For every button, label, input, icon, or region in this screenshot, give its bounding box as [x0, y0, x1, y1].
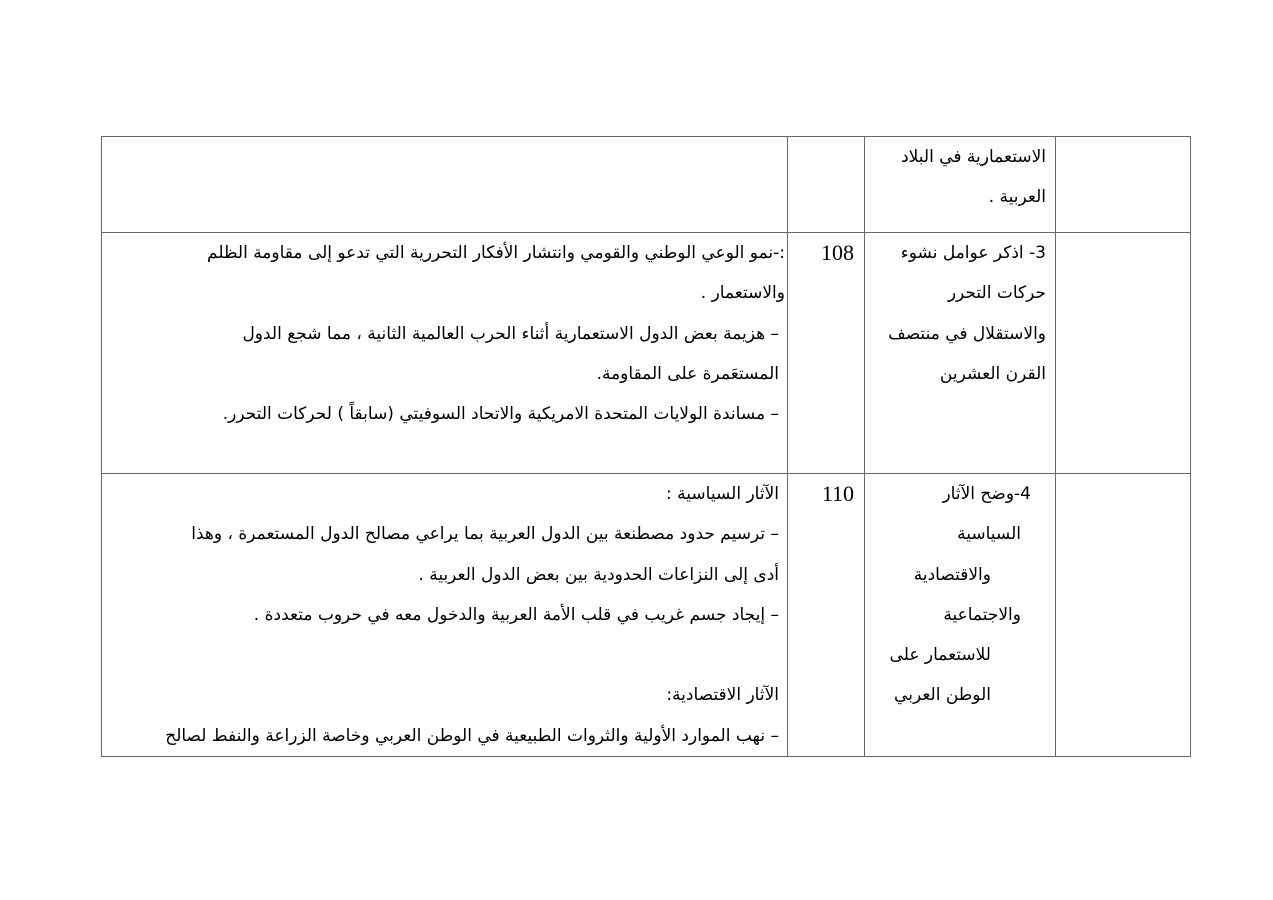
page-number-cell: [788, 137, 865, 233]
answer-line: أدى إلى النزاعات الحدودية بين بعض الدول العربية .: [418, 564, 779, 585]
question-line: الوطن العربي: [894, 685, 991, 706]
question-line: والاجتماعية: [943, 604, 1021, 625]
answer-line: – نهب الموارد الأولية والثروات الطبيعية في الوطن العربي وخاصة الزراعة والنفط لصالح: [165, 725, 779, 746]
answer-line: – مساندة الولايات المتحدة الامريكية والاتحاد السوفيتي (سابقاً ) لحركات التحرر.: [222, 404, 779, 425]
answer-table: [101, 136, 1191, 757]
answer-cell: [102, 137, 788, 233]
question-line: الاستعمارية في البلاد: [901, 147, 1046, 167]
answer-line: :-نمو الوعي الوطني والقومي وانتشار الأفكار التحررية التي تدعو إلى مقاومة الظلم: [207, 243, 785, 263]
answer-cell: [102, 233, 788, 474]
question-line: العربية .: [988, 187, 1046, 208]
page-number: 108: [821, 240, 854, 265]
blank-line: [102, 635, 787, 675]
table-row: [102, 137, 1191, 233]
question-line: والاستقلال في منتصف: [888, 323, 1046, 344]
answer-heading: الآثار الاقتصادية:: [666, 685, 779, 706]
question-line: للاستعمار على: [889, 645, 991, 666]
question-line: القرن العشرين: [939, 363, 1046, 384]
empty-cell: [1056, 233, 1191, 474]
empty-cell: [1056, 474, 1191, 757]
answer-line: – ترسيم حدود مصطنعة بين الدول العربية بما يراعي مصالح الدول المستعمرة ، وهذا: [191, 524, 779, 545]
answer-line: المستعَمرة على المقاومة.: [596, 363, 779, 384]
answer-line: – هزيمة بعض الدول الاستعمارية أثناء الحرب العالمية الثانية ، مما شجع الدول: [242, 323, 779, 344]
page-number: 110: [821, 481, 854, 506]
question-line: 4-وضح الآثار: [942, 484, 1031, 504]
answer-line: – إيجاد جسم غريب في قلب الأمة العربية والدخول معه في حروب متعددة .: [253, 604, 779, 625]
question-cell: [865, 137, 1056, 233]
answer-line: والاستعمار .: [700, 283, 785, 304]
page-number-cell: [788, 233, 865, 474]
question-cell: [865, 474, 1056, 757]
answer-heading: الآثار السياسية :: [666, 484, 779, 504]
question-line: والاقتصادية: [913, 564, 991, 585]
question-line: 3- اذكر عوامل نشوء: [900, 243, 1046, 263]
empty-cell: [1056, 137, 1191, 233]
page-number-cell: [788, 474, 865, 757]
question-line: السياسية: [957, 524, 1021, 545]
table-row: [102, 474, 1191, 757]
answer-cell: [102, 474, 788, 757]
table-row: [102, 233, 1191, 474]
question-cell: [865, 233, 1056, 474]
question-line: حركات التحرر: [947, 283, 1046, 304]
